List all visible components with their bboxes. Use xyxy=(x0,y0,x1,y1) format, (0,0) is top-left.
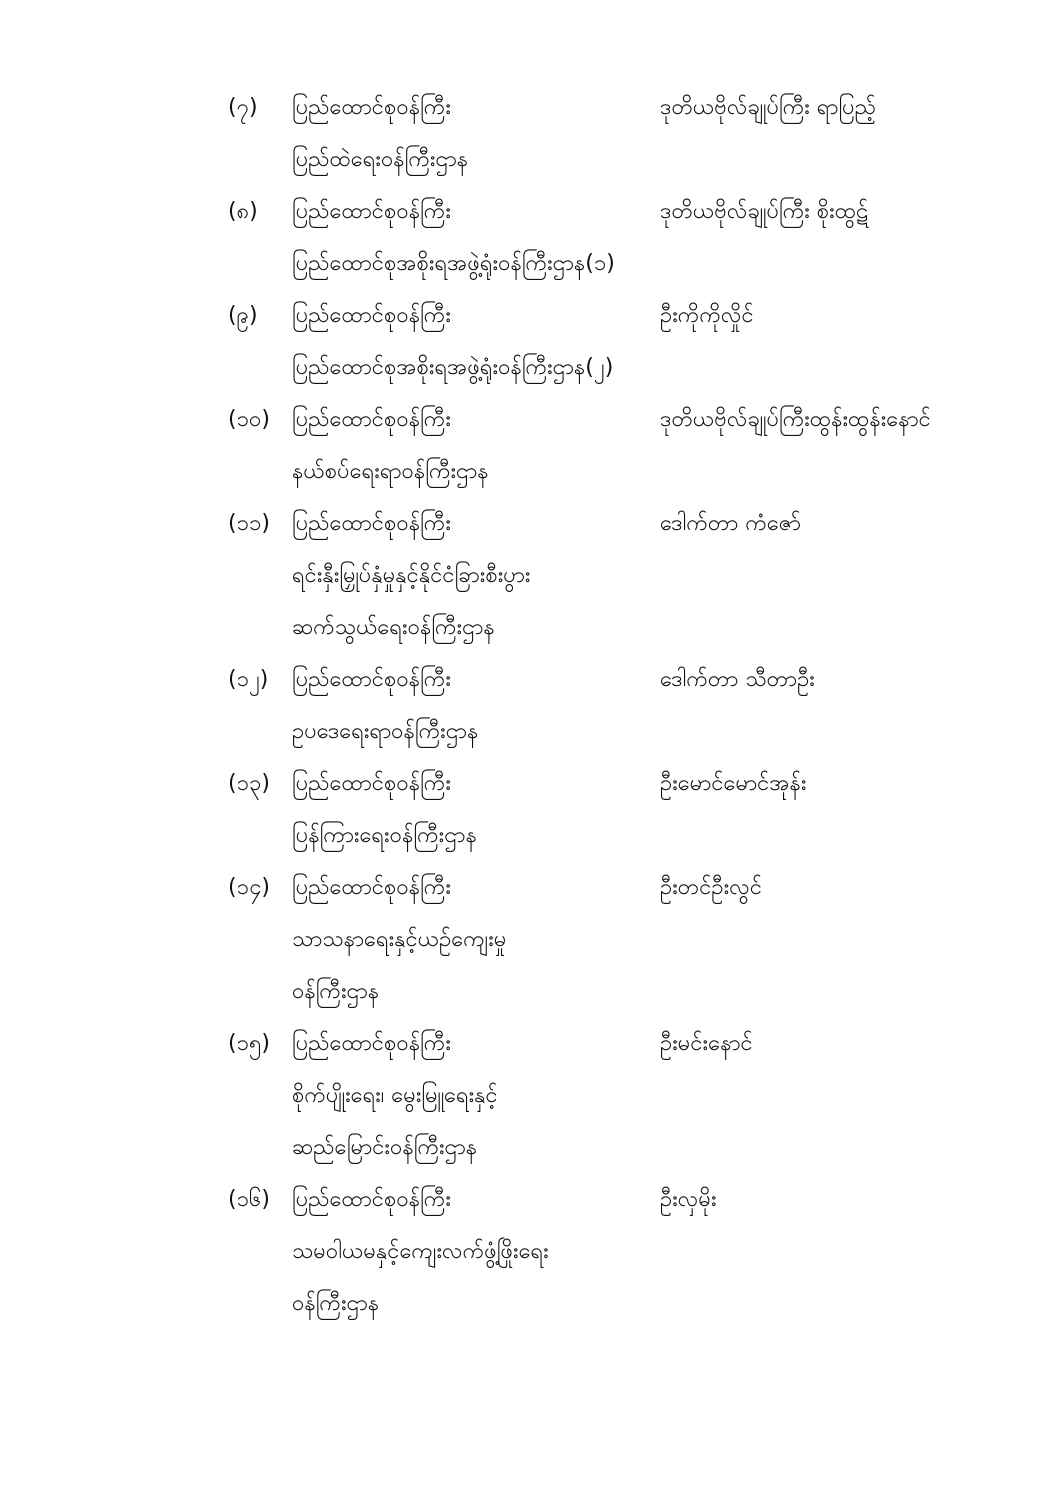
ministry-name-continued: ဆက်သွယ်ရေးဝန်ကြီးဌာန xyxy=(292,615,495,640)
entry-header-line xyxy=(0,498,1060,550)
ministry-name-continued: ဝန်ကြီးဌာန xyxy=(292,1291,380,1316)
ministry-line xyxy=(0,966,1060,1018)
ministry-name: ဥပဒေရေးရာဝန်ကြီးဌာန xyxy=(292,719,479,744)
entry-header-line xyxy=(0,758,1060,810)
ministry-line xyxy=(0,134,1060,186)
ministry-name: ပြည်ထဲရေးဝန်ကြီးဌာန xyxy=(292,147,469,172)
entry-number: (၈) xyxy=(228,199,258,224)
minister-name: ဒုတိယဗိုလ်ချုပ်ကြီးထွန်းထွန်းနောင် xyxy=(660,407,931,432)
minister-name: ဒုတိယဗိုလ်ချုပ်ကြီး ရာပြည့် xyxy=(660,95,876,120)
entry-number: (၁၀) xyxy=(228,407,270,432)
ministry-line xyxy=(0,446,1060,498)
entry-role: ပြည်ထောင်စုဝန်ကြီး xyxy=(292,303,451,328)
entry-number: (၁၆) xyxy=(228,1187,270,1212)
ministry-line xyxy=(0,1226,1060,1278)
ministry-name: သာသနာရေးနှင့်ယဉ်ကျေးမှု xyxy=(292,927,507,952)
ministry-line xyxy=(0,914,1060,966)
ministry-line xyxy=(0,342,1060,394)
entry-header-line xyxy=(0,394,1060,446)
ministry-line xyxy=(0,238,1060,290)
minister-name: ဦးတင်ဦးလွင် xyxy=(660,875,763,900)
ministry-name: ပြည်ထောင်စုအစိုးရအဖွဲ့ရုံးဝန်ကြီးဌာန(၂) xyxy=(292,355,614,380)
entry-role: ပြည်ထောင်စုဝန်ကြီး xyxy=(292,407,451,432)
entry-role: ပြည်ထောင်စုဝန်ကြီး xyxy=(292,771,451,796)
entry-number: (၇) xyxy=(228,95,258,120)
minister-name: ဦးမင်းနောင် xyxy=(660,1031,753,1056)
minister-name: ဦးကိုကိုလှိုင် xyxy=(660,303,754,328)
minister-name: ဦးမောင်မောင်အုန်း xyxy=(660,771,807,796)
minister-entry xyxy=(0,290,1060,394)
entry-header-line xyxy=(0,186,1060,238)
entry-number: (၁၃) xyxy=(228,771,270,796)
entry-role: ပြည်ထောင်စုဝန်ကြီး xyxy=(292,199,451,224)
minister-entry xyxy=(0,1018,1060,1174)
entry-header-line xyxy=(0,290,1060,342)
minister-entry xyxy=(0,394,1060,498)
ministry-line xyxy=(0,602,1060,654)
ministry-name: သမဝါယမနှင့်ကျေးလက်ဖွံ့ဖြိုးရေး xyxy=(292,1239,549,1264)
ministry-name: ပြည်ထောင်စုအစိုးရအဖွဲ့ရုံးဝန်ကြီးဌာန(၁) xyxy=(292,251,615,276)
ministry-name-continued: ဝန်ကြီးဌာန xyxy=(292,979,380,1004)
minister-name: ဒေါက်တာ ကံဇော် xyxy=(660,511,801,536)
ministry-line xyxy=(0,1070,1060,1122)
entry-header-line xyxy=(0,82,1060,134)
minister-name: ဒေါက်တာ သီတာဦး xyxy=(660,667,815,692)
entry-header-line xyxy=(0,862,1060,914)
ministry-name: ရင်းနှီးမြှုပ်နှံမှုနှင့်နိုင်ငံခြားစီးပွား xyxy=(292,563,531,588)
ministry-line xyxy=(0,550,1060,602)
ministry-name-continued: ဆည်မြောင်းဝန်ကြီးဌာန xyxy=(292,1135,478,1160)
entry-number: (၉) xyxy=(228,303,258,328)
minister-entry xyxy=(0,654,1060,758)
minister-entry xyxy=(0,1174,1060,1330)
entry-role: ပြည်ထောင်စုဝန်ကြီး xyxy=(292,875,451,900)
minister-entry xyxy=(0,82,1060,186)
entry-role: ပြည်ထောင်စုဝန်ကြီး xyxy=(292,1187,451,1212)
entry-role: ပြည်ထောင်စုဝန်ကြီး xyxy=(292,511,451,536)
entry-header-line xyxy=(0,1174,1060,1226)
minister-entry xyxy=(0,862,1060,1018)
entry-role: ပြည်ထောင်စုဝန်ကြီး xyxy=(292,95,451,120)
entry-role: ပြည်ထောင်စုဝန်ကြီး xyxy=(292,667,451,692)
ministry-name: နယ်စပ်ရေးရာဝန်ကြီးဌာန xyxy=(292,459,489,484)
minister-name: ဒုတိယဗိုလ်ချုပ်ကြီး စိုးထွဋ် xyxy=(660,199,869,224)
ministry-name: ပြန်ကြားရေးဝန်ကြီးဌာန xyxy=(292,823,477,848)
ministry-line xyxy=(0,1122,1060,1174)
ministry-line xyxy=(0,810,1060,862)
minister-entry xyxy=(0,498,1060,654)
entry-number: (၁၂) xyxy=(228,667,269,692)
entry-role: ပြည်ထောင်စုဝန်ကြီး xyxy=(292,1031,451,1056)
entry-number: (၁၁) xyxy=(228,511,270,536)
ministry-name: စိုက်ပျိုးရေး၊ မွေးမြူရေးနှင့် xyxy=(292,1083,498,1108)
minister-name: ဦးလှမိုး xyxy=(660,1187,717,1212)
minister-entry xyxy=(0,758,1060,862)
ministry-line xyxy=(0,1278,1060,1330)
entry-header-line xyxy=(0,654,1060,706)
minister-entry xyxy=(0,186,1060,290)
entry-number: (၁၅) xyxy=(228,1031,270,1056)
entry-header-line xyxy=(0,1018,1060,1070)
entry-number: (၁၄) xyxy=(228,875,270,900)
ministry-line xyxy=(0,706,1060,758)
